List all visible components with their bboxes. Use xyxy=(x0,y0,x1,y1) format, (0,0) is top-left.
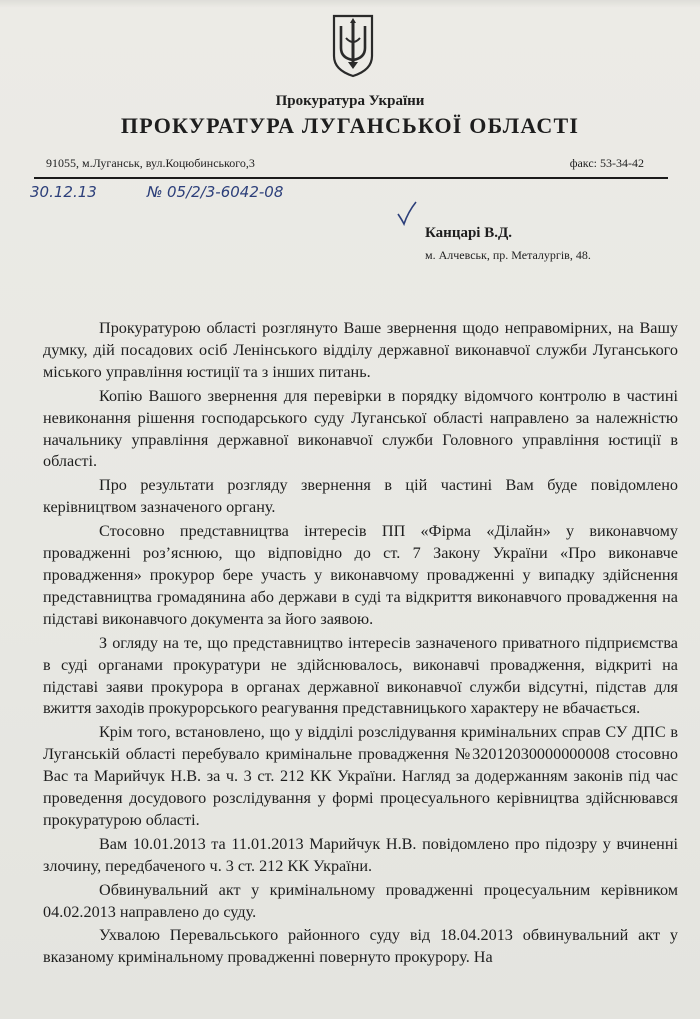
office-fax: факс: 53-34-42 xyxy=(569,156,644,170)
body-paragraph: Ухвалою Перевальського районного суду від 18.04.2013 обвинувальний акт у вказаному кримінальному провадженні повернуто прокурору. На xyxy=(43,926,678,967)
addressee-address: м. Алчевськ, пр. Металургів, 48. xyxy=(425,248,591,262)
body-paragraph: Стосовно представництва інтересів ПП «Фірма «Ділайн» у виконавчому провадженні роз’яснюю, що відповідно до ст. 7 Закону України «Про виконавче провадження» прокурор бере участь у виконавчому провадженні у випадку здійснення представництва громадянина або держави в суді та відкриття виконавчого провадження на підставі виконавчого документа за його заявою. xyxy=(43,522,678,628)
letter-body xyxy=(43,318,678,971)
office-line: Прокуратура України xyxy=(275,93,425,109)
checkmark-icon xyxy=(396,200,418,226)
office-title: ПРОКУРАТУРА ЛУГАНСЬКОЇ ОБЛАСТІ xyxy=(120,113,580,138)
page-edge-shadow xyxy=(0,0,700,8)
office-address: 91055, м.Луганськ, вул.Коцюбинського,3 xyxy=(46,156,255,170)
body-paragraph: Обвинувальний акт у кримінальному провадженні процесуальним керівником 04.02.2013 направлено до суду. xyxy=(43,880,678,921)
registration-number-label: № xyxy=(147,183,163,201)
addressee-name: Канцарі В.Д. xyxy=(425,225,513,241)
trident-emblem-icon xyxy=(331,12,375,78)
body-paragraph: З огляду на те, що представництво інтересів зазначеного приватного підприємства в суді органами прокуратури не здійснювалось, виконавчі провадження, відкриті на підставі заяви прокурора в органах державної виконавчої служби відсутні, підстав для вжиття заходів прокурорського реагування представницького характеру не вбачається. xyxy=(43,633,678,718)
registration-number: 05/2/3-6042-08 xyxy=(167,183,284,201)
registration-date: 30.12.13 xyxy=(30,183,97,201)
body-paragraph: Прокуратурою області розглянуто Ваше звернення щодо неправомірних, на Вашу думку, дій посадових осіб Ленінського відділу державної виконавчої служби Луганського міського управління юстиції та з інших питань. xyxy=(43,319,678,381)
body-paragraph: Копію Вашого звернення для перевірки в порядку відомчого контролю в частині невиконання рішення господарського суду Луганської області направлено за належністю начальнику управління державної виконавчої служби Головного управління юстиції в області. xyxy=(43,386,678,471)
body-paragraph: Про результати розгляду звернення в цій частині Вам буде повідомлено керівництвом зазначеного органу. xyxy=(43,476,678,517)
header-divider xyxy=(34,177,668,179)
body-paragraph: Вам 10.01.2013 та 11.01.2013 Марийчук Н.В. повідомлено про підозру у вчиненні злочину, передбаченого ч. 3 ст. 212 КК України. xyxy=(43,834,678,875)
body-paragraph: Крім того, встановлено, що у відділі розслідування кримінальних справ СУ ДПС в Луганській області перебувало кримінальне провадження №32012030000000008 стосовно Вас та Марийчук Н.В. за ч. 3 ст. 212 КК України. Нагляд за додержанням законів під час проведення досудового розслідування у формі процесуального керівництва здійснювався прокуратурою області. xyxy=(43,723,678,829)
